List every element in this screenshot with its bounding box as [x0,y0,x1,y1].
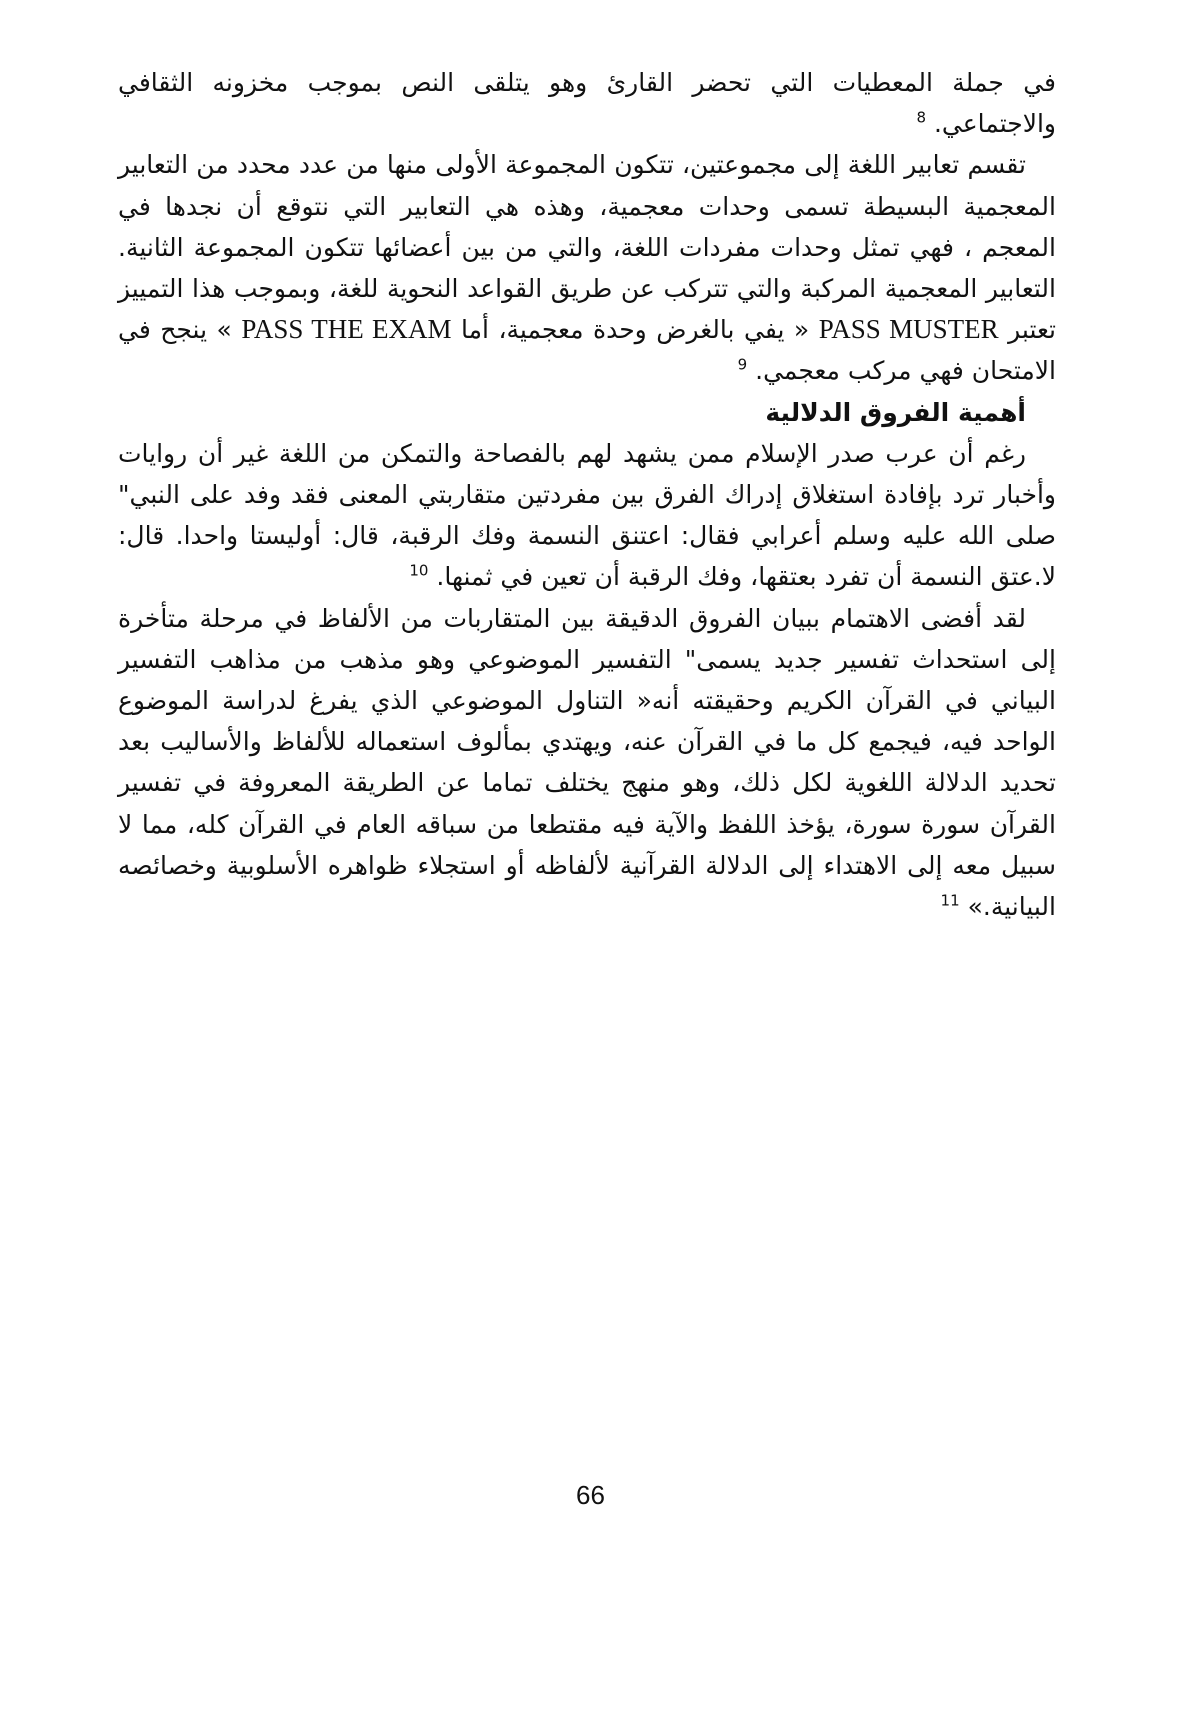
paragraph-3-text: رغم أن عرب صدر الإسلام ممن يشهد لهم بالفصاحة والتمكن من اللغة غير أن روايات وأخبار ترد بإفادة استغلاق إدراك الفرق بين مفردتين متقاربتي المعنى فقد وفد على النبي" صلى الله عليه وسلم أعرابي فقال: اعتنق النسمة وفك الرقبة، قال: أوليستا واحدا. قال: لا.عتق النسمة أن تفرد بعتقها، وفك الرقبة أن تعين في ثمنها. [118,438,1056,592]
paragraph-1-text: في جملة المعطيات التي تحضر القارئ وهو يتلقى النص بموجب مخزونه الثقافي والاجتماعي. [118,68,1056,139]
paragraph-4-text: لقد أفضى الاهتمام ببيان الفروق الدقيقة بين المتقاربات من الألفاظ في مرحلة متأخرة إلى استحداث تفسير جديد يسمى" التفسير الموضوعي وهو مذهب من مذاهب التفسير البياني في القرآن الكريم وحقيقته أنه« التناول الموضوعي الذي يفرغ لدراسة الموضوع الواحد فيه، فيجمع كل ما في القرآن عنه، ويهتدي بمألوف استعماله للألفاظ والأساليب بعد تحديد الدلالة اللغوية لكل ذلك، وهو منهج يختلف تماما عن الطريقة المعروفة في تفسير القرآن سورة سورة، يؤخذ اللفظ والآية فيه مقتطعا من سباقه العام في القرآن كله، مما لا سبيل معه إلى الاهتداء إلى الدلالة القرآنية لألفاظه أو استجلاء ظواهره الأسلوبية وخصائصه البيانية.» [118,603,1056,922]
section-heading: أهمية الفروق الدلالية [765,397,1026,427]
page-number: 66 [576,1480,605,1510]
paragraph-2-text-b: « يفي بالغرض وحدة معجمية، أما [461,315,810,345]
latin-term-pass-muster: PASS MUSTER [818,314,999,345]
footnote-ref-11: 11 [940,891,960,910]
footnote-ref-10: 10 [409,562,429,581]
body-text [118,62,1056,927]
paragraph-2-text-c: » ينجح في الامتحان فهي مركب معجمي. [118,315,1056,386]
paragraph-3 [118,433,1056,598]
footnote-ref-8: 8 [916,108,926,127]
footnote-ref-9: 9 [737,356,748,375]
paragraph-2 [118,144,1056,391]
paragraph-1 [118,62,1056,144]
latin-term-pass-the-exam: PASS THE EXAM [241,314,452,345]
paragraph-4 [118,598,1056,928]
paragraph-2-text-a: تقسم تعابير اللغة إلى مجموعتين، تتكون المجموعة الأولى منها من عدد محدد من التعابير المعجمية البسيطة تسمى وحدات معجمية، وهذه هي التعابير التي نتوقع أن نجدها في المعجم ، فهي تمثل وحدات مفردات اللغة، والتي من بين أعضائها تتكون المجموعة الثانية. التعابير المعجمية المركبة والتي تتركب عن طريق القواعد النحوية للغة، وبموجب هذا التمييز تعتبر [118,150,1057,345]
